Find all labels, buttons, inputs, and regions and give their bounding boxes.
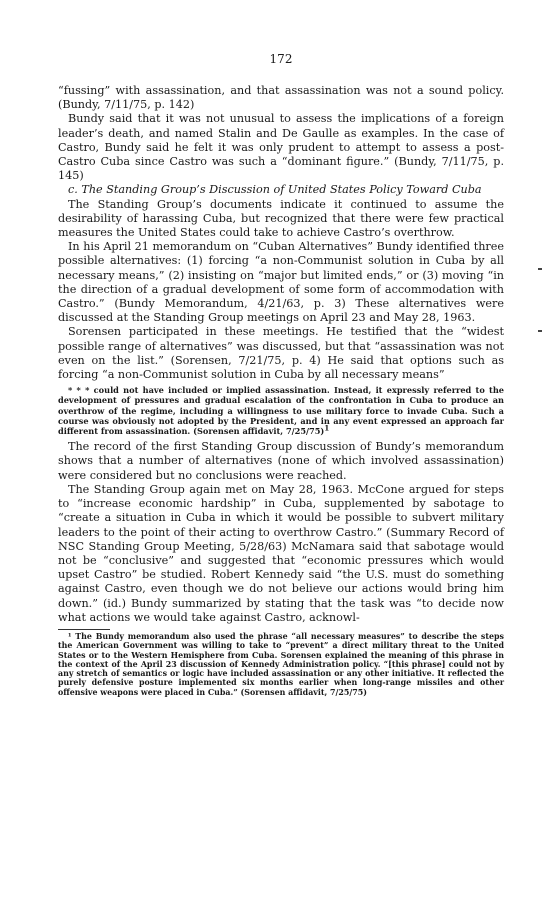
footnote-divider <box>58 629 110 630</box>
block-quote-sorensen <box>58 385 504 436</box>
paragraph-fussing: “fussing” with assassination, and that assassination was not a sound policy. (Bundy, 7/11/75, p. 142) <box>58 84 504 112</box>
margin-mark <box>538 268 542 270</box>
footnote-1: ¹ The Bundy memorandum also used the phrase “all necessary measures” to describe the steps the American Government was willing to take to “prevent” a direct military threat to the United States or to the Western Hemisphere from Cuba. Sorensen explained the meaning of this phrase in the context of the April 23 discussion of Kennedy Administration policy. “[this phrase] could not by any stretch of semantics or logic have included assassination or any other initiative. It reflected the purely defensive posture implemented six months earlier when long-range missiles and other offensive weapons were placed in Cuba.” (Sorensen affidavit, 7/25/75) <box>58 631 504 697</box>
footnote-reference: 1 <box>324 423 330 433</box>
paragraph-standing-group-documents: The Standing Group’s documents indicate it continued to assume the desirability of harassing Cuba, but recognized that there were few practical measures the United States could take to achieve Castro’s overthrow. <box>58 197 504 240</box>
paragraph-cuban-alternatives: In his April 21 memorandum on “Cuban Alternatives” Bundy identified three possible alternatives: (1) forcing “a non-Communist solution in Cuba by all necessary means,” (2) insisting on “major but limited ends,” or (3) moving “in the direction of a gradual development of some form of accommodation with Castro.” (Bundy Memorandum, 4/21/63, p. 3) These alternatives were discussed at the Standing Group meetings on April 23 and May 28, 1963. <box>58 240 504 325</box>
paragraph-first-standing-group: The record of the first Standing Group discussion of Bundy’s memorandum shows that a number of alternatives (none of which involved assassination) were considered but no conclusions were reached. <box>58 440 504 482</box>
paragraph-sorensen-meetings: Sorensen participated in these meetings. He testified that the “widest possible range of alternatives” was discussed, but that “assassination was not even on the list.” (Sorensen, 7/21/75, p. 4) He said that options such as forcing “a non-Communist solution in Cuba by all necessary means” <box>58 325 504 382</box>
document-page <box>58 52 504 697</box>
page-number: 172 <box>269 52 293 66</box>
margin-mark <box>538 330 542 332</box>
paragraph-bundy-foreign-leader: Bundy said that it was not unusual to assess the implications of a foreign leader’s death, and named Stalin and De Gaulle as examples. In the case of Castro, Bundy said he felt it was only prudent to attempt to assess a post-Castro Cuba since Castro was such a “dominant figure.” (Bundy, 7/11/75, p. 145) <box>58 112 504 183</box>
section-heading: c. The Standing Group’s Discussion of United States Policy Toward Cuba <box>68 183 482 197</box>
block-quote-text: * * * could not have included or implied assassination. Instead, it expressly referred to the development of pressures and gradual escalation of the confrontation in Cuba to produce an overthrow of the regime, including a willingness to use military force to invade Cuba. Such a course was obviously not adopted by the President, and in any event expressed an approach far different from assassination. (Sorensen affidavit, 7/25/75) <box>58 385 504 437</box>
paragraph-may-28-meeting: The Standing Group again met on May 28, 1963. McCone argued for steps to “increase economic hardship” in Cuba, supplemented by sabotage to “create a situation in Cuba in which it would be possible to subvert military leaders to the point of their acting to overthrow Castro.” (Summary Record of NSC Standing Group Meeting, 5/28/63) McNamara said that sabotage would not be “conclusive” and suggested that “economic pressures which would upset Castro” be studied. Robert Kennedy said “the U.S. must do something against Castro, even though we do not believe our actions would bring him down.” (id.) Bundy summarized by stating that the task was “to decide now what actions we would take against Castro, acknowl- <box>58 482 504 624</box>
